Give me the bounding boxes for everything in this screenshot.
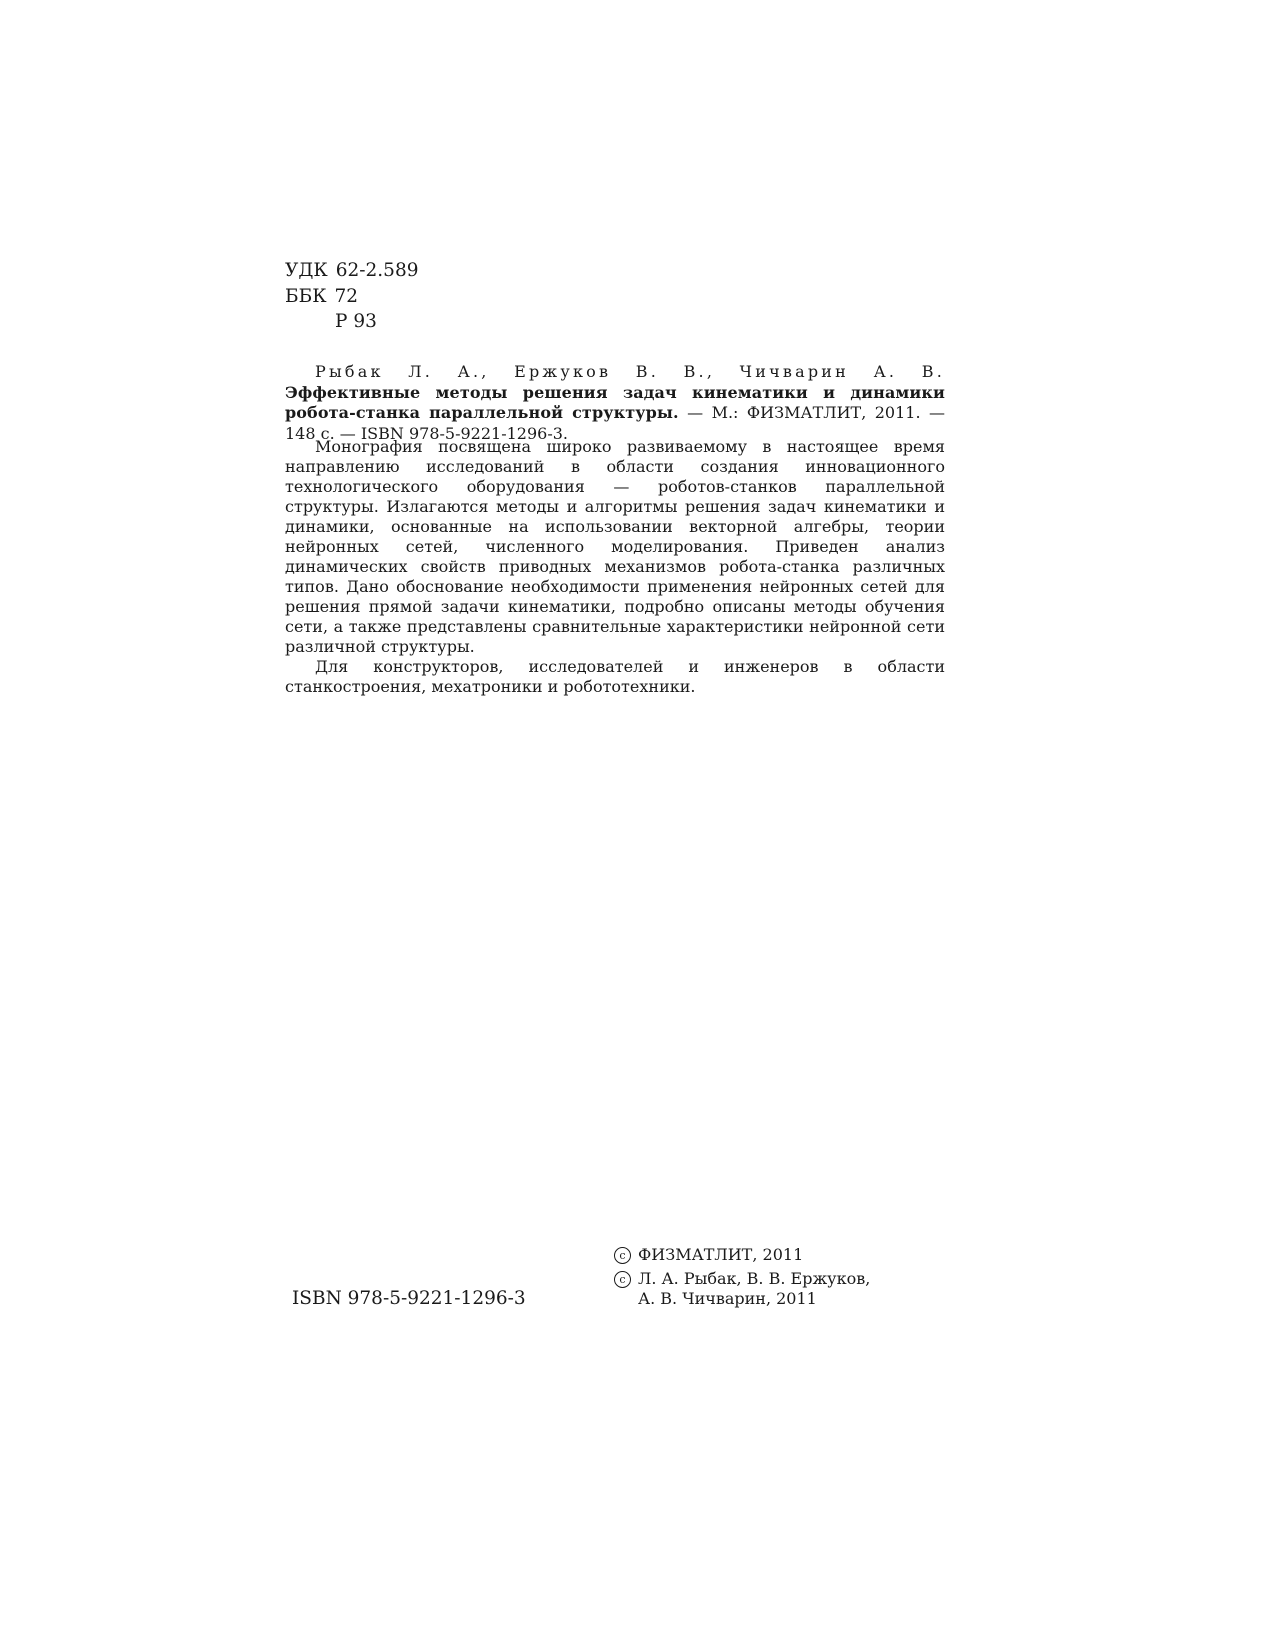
abstract-paragraph: Монография посвящена широко развиваемому в настоящее время направлению исследований в области создания инновационного технологического оборудования — роботов-станков параллельной структуры. Излагаются методы и алгоритмы решения задач кинематики и динамики, основанные на использовании векторной алгебры, теории нейронных сетей, численного моделирования. Приведен анализ динамических свойств приводных механизмов робота-станка различных типов. Дано обоснование необходимости применения нейронных сетей для решения прямой задачи кинематики, подробно описаны методы обучения сети, а также представлены сравнительные характеристики нейронной сети различной структуры. [285,437,945,656]
bbk-row [285,284,419,310]
copyright-publisher [614,1245,870,1265]
abstract [285,437,945,697]
record-authors: Рыбак Л. А., Ержуков В. В., Чичварин А. В. [315,362,945,381]
copyright-icon: c [614,1247,631,1264]
udk-code: 62-2.589 [335,260,419,281]
copyright-authors-text [638,1269,870,1309]
udk-row [285,258,419,284]
copyright-authors-line: А. В. Чичварин, 2011 [638,1289,817,1308]
bibliographic-record [285,362,945,444]
copyright-icon: c [614,1271,631,1288]
record-title: Эффективные методы решения задач кинематики и динамики робота-станка параллельной структуры. [285,382,945,422]
copyright-authors [614,1269,870,1309]
abstract-paragraph: Для конструкторов, исследователей и инженеров в области станкостроения, мехатроники и робототехники. [285,657,945,696]
author-mark: Р 93 [335,311,377,332]
copyright-publisher-text: ФИЗМАТЛИТ, 2011 [638,1245,804,1264]
record-imprint: — М.: ФИЗМАТЛИТ, 2011. — 148 с. — ISBN 978-5-9221-1296-3. [285,403,945,443]
classification-block [285,258,419,335]
copyright-block [614,1245,870,1309]
bbk-code: 72 [334,285,359,307]
udk-label: УДК [285,260,328,281]
bbk-label: ББК [285,285,327,307]
copyright-authors-line: Л. А. Рыбак, В. В. Ержуков, [638,1269,871,1288]
isbn: ISBN 978-5-9221-1296-3 [292,1288,526,1309]
